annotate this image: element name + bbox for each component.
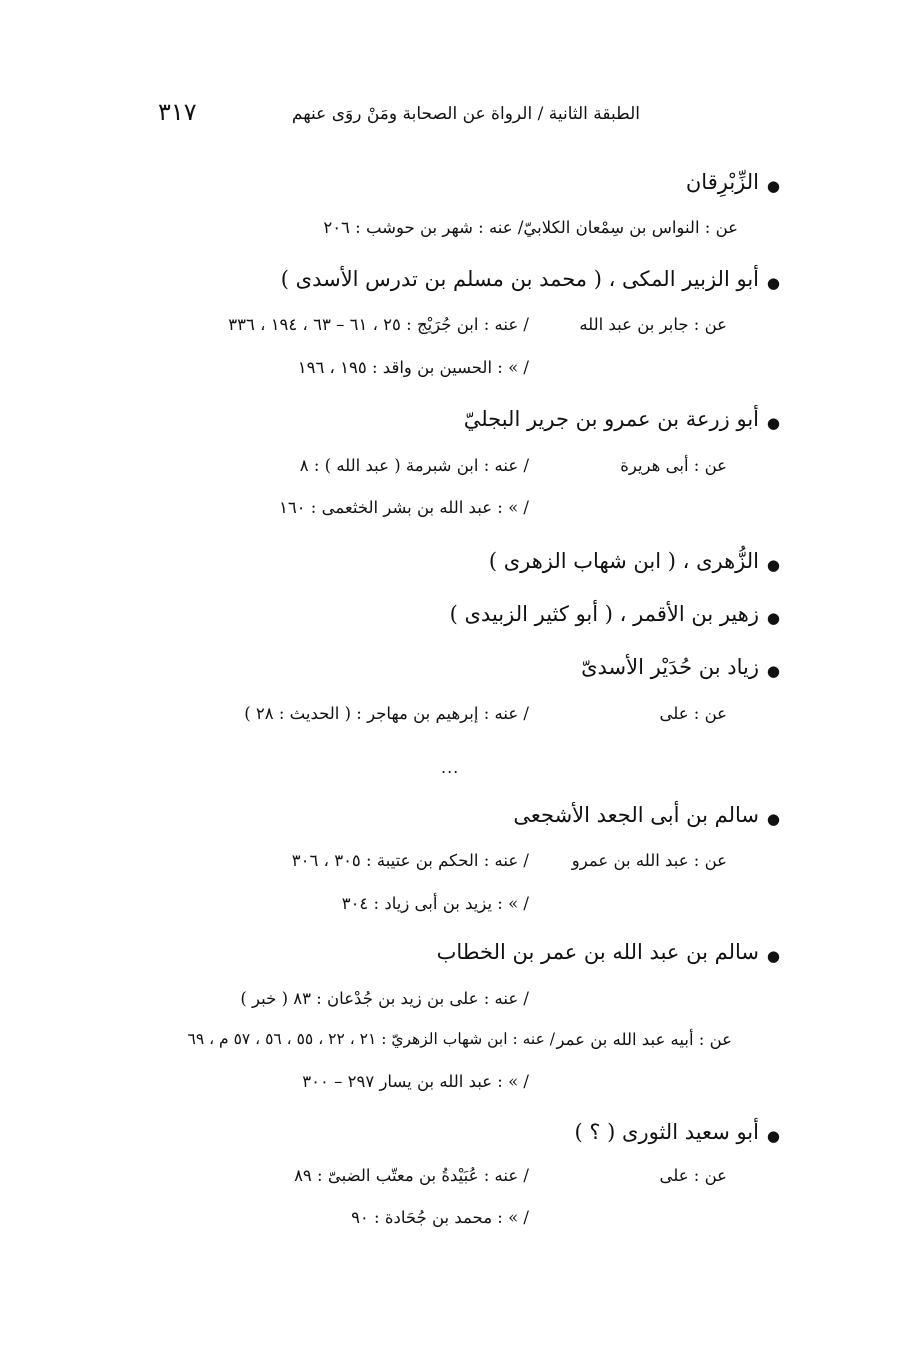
entry-name: زهير بن الأقمر ، ( أبو كثير الزبيدى ) [449, 602, 759, 626]
entry-name: أبو سعيد الثورى ( ؟ ) [574, 1120, 759, 1144]
bullet: ● [766, 177, 780, 195]
narrator-to: / عنه : ابن شبرمة ( عبد الله ) : ٨ [299, 456, 529, 475]
entry-name: سالم بن أبى الجعد الأشجعى [513, 803, 759, 827]
entry-name: الزِّبْرِقان [685, 170, 759, 194]
entry-name: زياد بن حُدَيْر الأسدىّ [581, 655, 759, 679]
narrator-from: عن : على [659, 1166, 727, 1185]
bullet: ● [766, 556, 780, 574]
narrator-from: عن : أبيه عبد الله بن عمر [556, 1030, 732, 1049]
bullet: ● [766, 609, 780, 627]
narrator-from: عن : جابر بن عبد الله [579, 315, 727, 334]
narrator-to: / » : محمد بن جُحَادة : ٩٠ [351, 1208, 529, 1227]
bullet: ● [766, 414, 780, 432]
narrator-to: / عنه : ابن جُرَيْج : ٢٥ ، ٦١ – ٦٣ ، ١٩٤ ، ٣٣٦ [228, 315, 529, 334]
entry-line: عن : النواس بن سِمْعان الكلابيّ/ عنه : شهر بن حوشب : ٢٠٦ [323, 218, 738, 237]
bullet: ● [766, 274, 780, 292]
narrator-from: عن : أبى هريرة [620, 456, 727, 475]
narrator-to: / عنه : على بن زيد بن جُدْعان : ٨٣ ( خبر ) [240, 989, 529, 1008]
narrator-to: / » : عبد الله بن بشر الخثعمى : ١٦٠ [278, 498, 529, 517]
narrator-from: عن : على [659, 704, 727, 723]
running-title: الطبقة الثانية / الرواة عن الصحابة ومَنْ روَى عنهم [291, 104, 640, 124]
page-number: ٣١٧ [158, 98, 197, 126]
narrator-from: عن : عبد الله بن عمرو [571, 851, 727, 870]
entry-name: أبو زرعة بن عمرو بن جرير البجليّ [463, 407, 759, 431]
entry-name: أبو الزبير المكى ، ( محمد بن مسلم بن تدرس الأسدى ) [280, 267, 759, 291]
narrator-to: / عنه : عُبَيْدةُ بن معتّب الضبىّ : ٨٩ [294, 1166, 529, 1185]
narrator-to: / عنه : ابن شهاب الزهريّ : ٢١ ، ٢٢ ، ٥٥ ، ٥٦ ، ٥٧ م ، ٦٩ [187, 1030, 555, 1048]
bullet: ● [766, 947, 780, 965]
narrator-to: / » : يزيد بن أبى زياد : ٣٠٤ [341, 894, 529, 913]
bullet: ● [766, 810, 780, 828]
narrator-to: / » : عبد الله بن يسار ٢٩٧ – ٣٠٠ [302, 1072, 529, 1091]
entry-name: سالم بن عبد الله بن عمر بن الخطاب [436, 940, 759, 964]
narrator-to: / عنه : الحكم بن عتيبة : ٣٠٥ ، ٣٠٦ [291, 851, 529, 870]
section-separator: ... [441, 758, 460, 777]
narrator-to: / عنه : إبرهيم بن مهاجر : ( الحديث : ٢٨ ) [244, 704, 529, 723]
bullet: ● [766, 1127, 780, 1145]
entry-name: الزُّهرى ، ( ابن شهاب الزهرى ) [488, 549, 759, 573]
bullet: ● [766, 662, 780, 680]
narrator-to: / » : الحسين بن واقد : ١٩٥ ، ١٩٦ [297, 358, 529, 377]
